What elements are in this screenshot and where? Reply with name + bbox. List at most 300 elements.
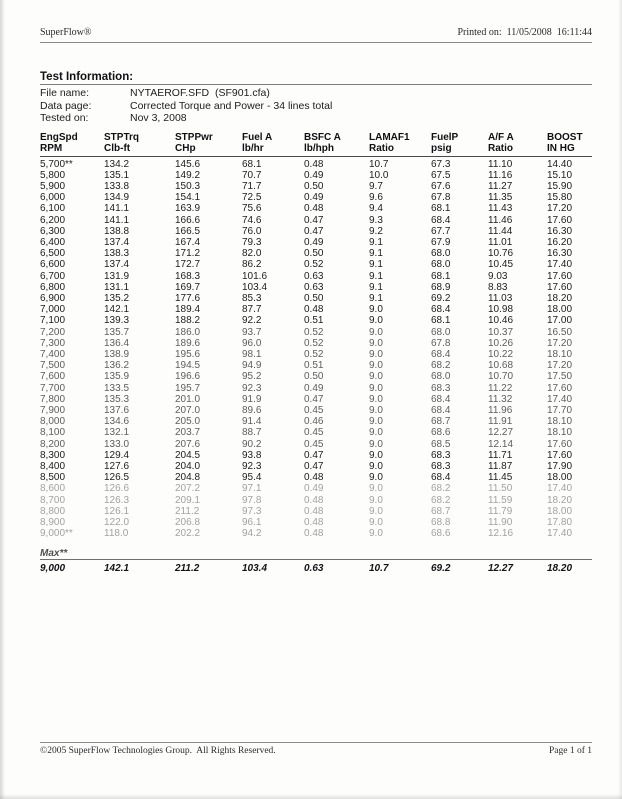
cell-af-a: 11.01 — [488, 236, 513, 248]
cell-fuelp: 68.7 — [431, 416, 451, 428]
cell-stptrq: 137.4 — [104, 236, 130, 248]
cell-fuelp: 67.6 — [431, 180, 451, 192]
cell-engspd: 7,700 — [40, 382, 66, 394]
table-row — [40, 472, 592, 483]
cell-boost: 17.00 — [547, 315, 573, 327]
table-row — [40, 383, 592, 394]
cell-lamaf1: 9.0 — [369, 505, 383, 517]
cell-fuelp: 68.4 — [431, 214, 451, 226]
cell-af-a: 9.03 — [488, 270, 508, 282]
cell-fuel-a: 87.7 — [242, 304, 262, 316]
cell-boost: 17.60 — [547, 438, 573, 450]
table-row — [40, 371, 592, 382]
cell-boost: 15.80 — [547, 192, 573, 204]
printed-on-timestamp: Printed on: 11/05/2008 16:11:44 — [457, 27, 592, 38]
cell-fuelp: 68.4 — [431, 472, 451, 484]
column-header — [369, 132, 431, 154]
test-info-value: Corrected Torque and Power - 34 lines total — [130, 99, 333, 112]
cell-af-a: 11.10 — [488, 158, 513, 170]
cell-engspd: 7,600 — [40, 371, 66, 383]
table-row — [40, 315, 592, 326]
cell-engspd: 7,200 — [40, 326, 66, 338]
test-info-label: File name: — [40, 87, 90, 99]
cell-lamaf1: 10.7 — [369, 158, 389, 170]
cell-fuelp: 67.3 — [431, 158, 451, 170]
cell-engspd: 8,900 — [40, 517, 66, 528]
cell-af-a: 11.45 — [488, 472, 513, 484]
cell-fuel-a: 103.4 — [242, 281, 268, 293]
cell-bsfc-a: 0.50 — [304, 248, 324, 260]
cell-stptrq: 131.9 — [104, 270, 130, 282]
cell-stppwr: 195.6 — [175, 348, 201, 360]
cell-fuelp: 68.4 — [431, 393, 451, 405]
cell-fuel-a: 68.1 — [242, 158, 262, 170]
cell-lamaf1: 9.0 — [369, 472, 383, 484]
cell-stppwr: 177.6 — [175, 292, 201, 304]
column-name: Fuel A — [242, 131, 273, 143]
cell-stptrq: 131.1 — [104, 281, 130, 293]
cell-fuelp: 67.8 — [431, 192, 451, 204]
cell-stppwr: 207.0 — [175, 404, 201, 416]
table-row — [40, 192, 592, 203]
cell-boost: 14.40 — [547, 158, 573, 170]
table-row — [40, 349, 592, 360]
cell-stptrq: 137.6 — [104, 404, 130, 416]
cell-bsfc-a: 0.49 — [304, 169, 324, 181]
cell-fuelp: 68.2 — [431, 494, 451, 506]
column-header — [40, 132, 104, 154]
table-row — [40, 495, 592, 506]
cell-stppwr: 186.0 — [175, 326, 201, 338]
cell-fuelp: 68.8 — [431, 517, 451, 528]
cell-stppwr: 188.2 — [175, 315, 201, 327]
cell-boost: 17.60 — [547, 270, 573, 282]
cell-fuel-a: 97.8 — [242, 494, 262, 506]
cell-af-a: 11.03 — [488, 292, 513, 304]
column-name: FuelP — [431, 131, 459, 143]
test-information-title: Test Information: — [40, 71, 134, 83]
cell-fuelp: 67.8 — [431, 337, 451, 349]
cell-bsfc-a: 0.45 — [304, 404, 324, 416]
cell-engspd: 5,700** — [40, 158, 73, 170]
cell-bsfc-a: 0.51 — [304, 360, 324, 372]
cell-lamaf1: 9.6 — [369, 192, 383, 204]
cell-lamaf1: 9.1 — [369, 270, 383, 282]
cell-bsfc-a: 0.51 — [304, 315, 324, 327]
cell-lamaf1: 9.0 — [369, 427, 383, 439]
scan-edge-bottom — [0, 794, 622, 799]
cell-engspd: 6,000 — [40, 192, 66, 204]
cell-lamaf1: 9.7 — [369, 180, 383, 192]
column-name: EngSpd — [40, 131, 78, 143]
cell-stptrq: 138.9 — [104, 348, 130, 360]
cell-boost: 17.50 — [547, 371, 573, 383]
cell-lamaf1: 9.0 — [369, 348, 383, 360]
cell-boost: 17.60 — [547, 214, 573, 226]
cell-fuelp: 68.2 — [431, 483, 451, 495]
cell-bsfc-a: 0.47 — [304, 460, 324, 472]
cell-fuel-a: 71.7 — [242, 180, 262, 192]
cell-lamaf1: 9.0 — [369, 483, 383, 495]
max-values-row — [40, 563, 592, 575]
cell-stppwr: 150.3 — [175, 180, 201, 192]
cell-fuelp: 68.1 — [431, 315, 451, 327]
cell-engspd: 7,000 — [40, 304, 66, 316]
cell-boost: 16.30 — [547, 225, 573, 237]
cell-lamaf1: 9.0 — [369, 382, 383, 394]
cell-fuelp: 68.9 — [431, 281, 451, 293]
table-row — [40, 483, 592, 494]
cell-bsfc-a: 0.47 — [304, 225, 324, 237]
cell-engspd: 5,800 — [40, 169, 66, 181]
cell-boost: 18.10 — [547, 348, 573, 360]
cell-lamaf1: 9.0 — [369, 416, 383, 428]
cell-fuel-a: 85.3 — [242, 292, 262, 304]
max-section-label: Max** — [40, 548, 68, 560]
cell-stppwr: 207.6 — [175, 438, 201, 450]
cell-engspd: 6,900 — [40, 292, 66, 304]
cell-boost: 15.10 — [547, 169, 573, 181]
cell-af-a: 12.27 — [488, 427, 514, 439]
cell-stppwr: 154.1 — [175, 192, 201, 204]
cell-engspd: 6,200 — [40, 214, 66, 226]
cell-boost: 16.30 — [547, 248, 573, 260]
cell-stptrq: 136.4 — [104, 337, 130, 349]
column-unit: Ratio — [369, 142, 394, 154]
test-info-row — [40, 112, 592, 125]
column-unit: lb/hph — [304, 142, 334, 154]
cell-engspd: 8,100 — [40, 427, 66, 439]
cell-lamaf1: 9.2 — [369, 225, 383, 237]
cell-af-a: 10.26 — [488, 337, 514, 349]
cell-bsfc-a: 0.50 — [304, 292, 324, 304]
cell-fuel-a: 92.2 — [242, 315, 262, 327]
cell-engspd: 8,800 — [40, 505, 66, 517]
cell-bsfc-a: 0.63 — [304, 270, 324, 282]
cell-af-a: 11.50 — [488, 483, 513, 495]
table-row — [40, 259, 592, 270]
cell-fuelp: 68.3 — [431, 382, 451, 394]
footer-page-number: Page 1 of 1 — [548, 746, 592, 756]
superflow-brand: SuperFlow® — [40, 27, 92, 38]
cell-stppwr: 167.4 — [175, 236, 201, 248]
cell-stppwr: 189.4 — [175, 304, 201, 316]
cell-bsfc-a: 0.46 — [304, 416, 324, 428]
cell-fuel-a: 95.4 — [242, 472, 262, 484]
cell-bsfc-a: 0.52 — [304, 326, 324, 338]
cell-bsfc-a: 0.48 — [304, 203, 324, 215]
table-row — [40, 226, 592, 237]
cell-engspd: 6,300 — [40, 225, 66, 237]
cell-bsfc-a: 0.48 — [304, 517, 324, 528]
column-name: BOOST — [547, 131, 583, 143]
cell-af-a: 11.35 — [488, 192, 513, 204]
cell-boost: 17.60 — [547, 382, 573, 394]
cell-af-a: 10.76 — [488, 248, 514, 260]
cell-stppwr: 194.5 — [175, 360, 201, 372]
test-information-fields — [40, 87, 592, 125]
cell-fuelp: 68.4 — [431, 404, 451, 416]
cell-fuel-a: 101.6 — [242, 270, 268, 282]
cell-stppwr: 166.6 — [175, 214, 201, 226]
cell-engspd: 6,700 — [40, 270, 66, 282]
cell-fuel-a: 95.2 — [242, 371, 262, 383]
cell-engspd: 6,400 — [40, 236, 66, 248]
cell-lamaf1: 9.0 — [369, 371, 383, 383]
cell-stptrq: 134.2 — [104, 158, 130, 170]
cell-stptrq: 126.5 — [104, 472, 130, 484]
cell-stppwr: 163.9 — [175, 203, 201, 215]
cell-stppwr: 202.2 — [175, 528, 201, 540]
cell-fuel-a: 91.4 — [242, 416, 262, 428]
table-row — [40, 293, 592, 304]
cell-fuel-a: 98.1 — [242, 348, 262, 360]
cell-bsfc-a: 0.50 — [304, 371, 324, 383]
table-row — [40, 282, 592, 293]
cell-lamaf1: 9.0 — [369, 337, 383, 349]
cell-fuel-a: 76.0 — [242, 225, 262, 237]
column-unit: IN HG — [547, 142, 575, 154]
table-row — [40, 338, 592, 349]
cell-lamaf1: 9.3 — [369, 214, 383, 226]
max-fuel-a: 103.4 — [242, 563, 268, 575]
cell-bsfc-a: 0.49 — [304, 483, 324, 495]
cell-stppwr: 209.1 — [175, 494, 201, 506]
cell-stptrq: 135.7 — [104, 326, 130, 338]
cell-boost: 17.20 — [547, 203, 573, 215]
cell-stptrq: 127.6 — [104, 460, 130, 472]
test-info-row — [40, 100, 592, 113]
cell-af-a: 10.46 — [488, 315, 514, 327]
cell-bsfc-a: 0.45 — [304, 427, 324, 439]
cell-lamaf1: 9.0 — [369, 460, 383, 472]
cell-bsfc-a: 0.50 — [304, 180, 324, 192]
cell-fuelp: 67.7 — [431, 225, 451, 237]
cell-stppwr: 195.7 — [175, 382, 201, 394]
table-row — [40, 405, 592, 416]
cell-fuel-a: 91.9 — [242, 393, 262, 405]
cell-engspd: 8,000 — [40, 416, 66, 428]
cell-stptrq: 126.6 — [104, 483, 130, 495]
cell-fuel-a: 86.2 — [242, 259, 262, 271]
cell-boost: 17.40 — [547, 393, 573, 405]
cell-fuel-a: 97.3 — [242, 505, 262, 517]
page-header — [40, 0, 592, 38]
cell-fuelp: 67.9 — [431, 236, 451, 248]
cell-boost: 17.60 — [547, 281, 573, 293]
cell-boost: 16.50 — [547, 326, 573, 338]
cell-stppwr: 145.6 — [175, 158, 201, 170]
cell-lamaf1: 9.0 — [369, 528, 383, 540]
cell-engspd: 8,700 — [40, 494, 66, 506]
table-row — [40, 215, 592, 226]
cell-stptrq: 126.1 — [104, 505, 130, 517]
cell-af-a: 11.91 — [488, 416, 513, 428]
cell-af-a: 11.44 — [488, 225, 513, 237]
cell-stptrq: 135.9 — [104, 371, 130, 383]
cell-fuelp: 68.2 — [431, 360, 451, 372]
cell-fuelp: 68.0 — [431, 259, 451, 271]
cell-engspd: 6,600 — [40, 259, 66, 271]
cell-bsfc-a: 0.48 — [304, 304, 324, 316]
table-row — [40, 450, 592, 461]
header-rule — [40, 42, 592, 43]
column-header — [175, 132, 242, 154]
cell-bsfc-a: 0.48 — [304, 158, 324, 170]
results-table-body — [40, 159, 592, 540]
table-header-rule — [40, 156, 592, 157]
cell-af-a: 10.37 — [488, 326, 514, 338]
dyno-report-page — [40, 0, 592, 575]
cell-engspd: 7,900 — [40, 404, 66, 416]
cell-bsfc-a: 0.52 — [304, 348, 324, 360]
cell-engspd: 8,200 — [40, 438, 66, 450]
cell-boost: 17.20 — [547, 360, 573, 372]
cell-stptrq: 138.3 — [104, 248, 130, 260]
cell-stppwr: 204.0 — [175, 460, 201, 472]
cell-stptrq: 142.1 — [104, 304, 130, 316]
cell-bsfc-a: 0.63 — [304, 281, 324, 293]
cell-lamaf1: 9.0 — [369, 449, 383, 461]
cell-stptrq: 139.3 — [104, 315, 130, 327]
cell-fuelp: 69.2 — [431, 292, 451, 304]
cell-stppwr: 169.7 — [175, 281, 201, 293]
cell-boost: 18.20 — [547, 292, 573, 304]
max-section-rule — [40, 559, 592, 560]
cell-fuelp: 68.3 — [431, 460, 451, 472]
cell-bsfc-a: 0.49 — [304, 236, 324, 248]
cell-boost: 18.20 — [547, 494, 573, 506]
cell-af-a: 10.22 — [488, 348, 514, 360]
cell-lamaf1: 9.1 — [369, 236, 383, 248]
cell-engspd: 6,800 — [40, 281, 66, 293]
cell-boost: 17.90 — [547, 460, 573, 472]
cell-fuel-a: 75.6 — [242, 203, 262, 215]
test-info-label: Data page: — [40, 99, 92, 112]
column-header — [242, 132, 304, 154]
cell-stptrq: 138.8 — [104, 225, 130, 237]
column-name: LAMAF1 — [369, 131, 410, 143]
table-row — [40, 237, 592, 248]
cell-stppwr: 204.5 — [175, 449, 201, 461]
cell-engspd: 8,400 — [40, 460, 66, 472]
cell-stptrq: 122.0 — [104, 517, 130, 528]
cell-stppwr: 207.2 — [175, 483, 201, 495]
column-header — [304, 132, 369, 154]
cell-lamaf1: 9.0 — [369, 494, 383, 506]
cell-lamaf1: 9.0 — [369, 315, 383, 327]
cell-engspd: 7,500 — [40, 360, 66, 372]
cell-engspd: 8,300 — [40, 449, 66, 461]
max-af-a: 12.27 — [488, 563, 514, 575]
max-stptrq: 142.1 — [104, 563, 130, 575]
cell-fuel-a: 94.2 — [242, 528, 262, 540]
cell-af-a: 11.43 — [488, 203, 513, 215]
cell-fuelp: 68.0 — [431, 248, 451, 260]
max-fuelp: 69.2 — [431, 563, 451, 575]
column-header — [488, 132, 547, 154]
cell-boost: 18.00 — [547, 304, 573, 316]
cell-af-a: 12.16 — [488, 528, 514, 540]
table-row — [40, 304, 592, 315]
cell-af-a: 10.98 — [488, 304, 514, 316]
cell-lamaf1: 9.0 — [369, 517, 383, 528]
cell-fuel-a: 72.5 — [242, 192, 262, 204]
cell-stptrq: 134.9 — [104, 192, 130, 204]
cell-lamaf1: 9.0 — [369, 438, 383, 450]
cell-af-a: 11.22 — [488, 382, 513, 394]
cell-engspd: 7,400 — [40, 348, 66, 360]
column-name: A/F A — [488, 131, 514, 143]
column-unit: CHp — [175, 142, 196, 154]
cell-af-a: 11.46 — [488, 214, 513, 226]
cell-af-a: 11.79 — [488, 505, 513, 517]
column-header — [431, 132, 488, 154]
cell-fuel-a: 79.3 — [242, 236, 262, 248]
cell-lamaf1: 9.0 — [369, 404, 383, 416]
cell-fuel-a: 82.0 — [242, 248, 262, 260]
cell-lamaf1: 9.0 — [369, 393, 383, 405]
cell-fuelp: 68.0 — [431, 326, 451, 338]
test-info-row — [40, 87, 592, 100]
cell-stppwr: 168.3 — [175, 270, 201, 282]
column-header — [104, 132, 175, 154]
cell-af-a: 10.45 — [488, 259, 514, 271]
cell-bsfc-a: 0.48 — [304, 472, 324, 484]
cell-engspd: 5,900 — [40, 180, 66, 192]
cell-af-a: 11.90 — [488, 517, 513, 528]
cell-stptrq: 132.1 — [104, 427, 130, 439]
cell-bsfc-a: 0.48 — [304, 505, 324, 517]
cell-bsfc-a: 0.47 — [304, 449, 324, 461]
cell-fuelp: 68.5 — [431, 438, 451, 450]
cell-stptrq: 133.8 — [104, 180, 130, 192]
table-row — [40, 394, 592, 405]
cell-fuel-a: 97.1 — [242, 483, 262, 495]
column-unit: lb/hr — [242, 142, 264, 154]
cell-stptrq: 133.0 — [104, 438, 130, 450]
cell-stptrq: 134.6 — [104, 416, 130, 428]
cell-af-a: 11.32 — [488, 393, 513, 405]
cell-stptrq: 141.1 — [104, 203, 130, 215]
column-unit: psig — [431, 142, 452, 154]
cell-lamaf1: 10.0 — [369, 169, 389, 181]
cell-engspd: 9,000** — [40, 528, 73, 540]
column-unit: Ratio — [488, 142, 513, 154]
test-info-label: Tested on: — [40, 112, 89, 124]
max-bsfc-a: 0.63 — [304, 563, 324, 575]
table-row — [40, 506, 592, 517]
column-unit: Clb-ft — [104, 142, 131, 154]
cell-boost: 17.60 — [547, 449, 573, 461]
cell-stptrq: 135.3 — [104, 393, 130, 405]
cell-engspd: 8,500 — [40, 472, 66, 484]
column-name: STPPwr — [175, 131, 213, 143]
column-header — [547, 132, 592, 154]
table-column-headers — [40, 132, 592, 154]
cell-fuelp: 68.4 — [431, 304, 451, 316]
footer-copyright: ©2005 SuperFlow Technologies Group. All Rights Reserved. — [40, 746, 276, 756]
cell-boost: 17.20 — [547, 337, 573, 349]
scan-edge-right — [618, 0, 622, 799]
cell-bsfc-a: 0.48 — [304, 494, 324, 506]
max-stppwr: 211.2 — [175, 563, 200, 575]
cell-lamaf1: 9.0 — [369, 326, 383, 338]
cell-boost: 17.80 — [547, 517, 573, 528]
cell-boost: 15.90 — [547, 180, 573, 192]
cell-engspd: 8,600 — [40, 483, 66, 495]
table-row — [40, 203, 592, 214]
